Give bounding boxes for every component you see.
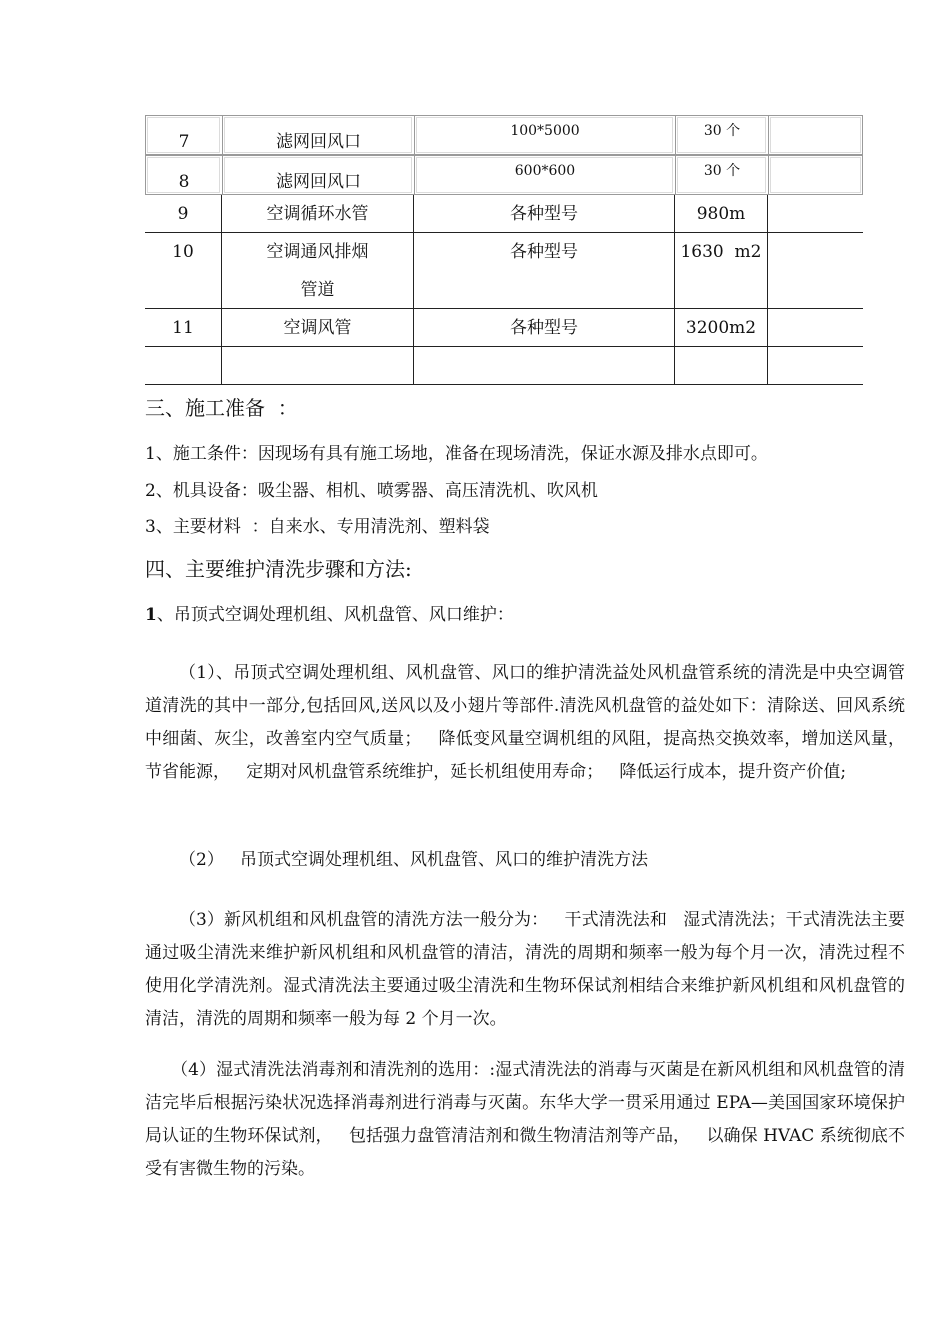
section3-item-2: 2、机具设备：吸尘器、相机、喷雾器、高压清洗机、吹风机 (145, 481, 598, 501)
cell-note (768, 115, 863, 155)
cell-spec: 100*5000 (414, 115, 675, 155)
section3-item-3: 3、主要材料 ：自来水、专用清洗剂、塑料袋 (145, 517, 490, 537)
cell-spec: 各种型号 (414, 233, 675, 309)
cell-name-line2: 管道 (300, 280, 335, 300)
table-row (145, 195, 863, 233)
cell-qty: 30 个 (675, 115, 768, 155)
cell-empty (145, 347, 222, 385)
cell-empty (222, 347, 414, 385)
cell-qty: 1630 m2 (675, 233, 768, 309)
equipment-table (145, 115, 863, 385)
cell-qty: 30 个 (675, 155, 768, 195)
table-row (145, 233, 863, 309)
cell-note (768, 155, 863, 195)
cell-spec: 600*600 (414, 155, 675, 195)
cell-spec: 各种型号 (414, 195, 675, 233)
cell-empty (414, 347, 675, 385)
cell-no: 11 (145, 309, 222, 347)
cell-empty (675, 347, 768, 385)
cell-name: 滤网回风口 (222, 155, 414, 195)
section4-subheading (145, 603, 514, 627)
cell-no: 8 (145, 155, 222, 195)
cell-note (768, 309, 863, 347)
cell-name: 空调风管 (222, 309, 414, 347)
cell-name (222, 233, 414, 309)
paragraph-2: （2） 吊顶式空调处理机组、风机盘管、风口的维护清洗方法 (179, 850, 649, 870)
subheading-text: 、吊顶式空调处理机组、风机盘管、风口维护： (156, 605, 514, 625)
paragraph-4: （4）湿式清洗法消毒剂和清洗剂的选用：:湿式清洗法的消毒与灭菌是在新风机组和风机盘管的清洁完毕后根据污染状况选择消毒剂进行消毒与灭菌。东华大学一贯采用通过 EPA—美国国家环境保护局认证的生物环保试剂， 包括强力盘管清洁剂和微生物清洁剂等产品， 以确保 HVAC 系统彻底不受有害微生物的污染。 (145, 1060, 905, 1179)
paragraph-3: （3）新风机组和风机盘管的清洗方法一般分为： 干式清洗法和 湿式清洗法；干式清洗法主要通过吸尘清洗来维护新风机组和风机盘管的清洁，清洗的周期和频率一般为每个月一次，清洗过程不使用化学清洗剂。湿式清洗法主要通过吸尘清洗和生物环保试剂相结合来维护新风机组和风机盘管的清洁，清洗的周期和频率一般为每 2 个月一次。 (145, 910, 905, 1029)
cell-name: 空调循环水管 (222, 195, 414, 233)
cell-qty: 3200m2 (675, 309, 768, 347)
section3-heading: 三、施工准备 ： (145, 396, 298, 420)
section3-item-1: 1、施工条件：因现场有具有施工场地，准备在现场清洗，保证水源及排水点即可。 (145, 444, 768, 464)
paragraph-1: （1）、吊顶式空调处理机组、风机盘管、风口的维护清洗益处风机盘管系统的清洗是中央空调管道清洗的其中一部分,包括回风,送风以及小翅片等部件.清洗风机盘管的益处如下：清除送、回风系统中细菌、灰尘，改善室内空气质量； 降低变风量空调机组的风阻，提高热交换效率，增加送风量，节省能源， 定期对风机盘管系统维护，延长机组使用寿命； 降低运行成本，提升资产价值; (145, 663, 905, 782)
table-row (145, 309, 863, 347)
table-row (145, 155, 863, 195)
cell-no: 9 (145, 195, 222, 233)
cell-note (768, 195, 863, 233)
cell-name: 滤网回风口 (222, 115, 414, 155)
table-row (145, 347, 863, 385)
cell-name-line1: 空调通风排烟 (266, 242, 369, 262)
cell-spec: 各种型号 (414, 309, 675, 347)
section4-heading: 四、主要维护清洗步骤和方法: (145, 557, 412, 581)
cell-no: 10 (145, 233, 222, 309)
cell-empty (768, 347, 863, 385)
cell-qty: 980m (675, 195, 768, 233)
subheading-number: 1 (145, 605, 157, 625)
table-row (145, 115, 863, 155)
cell-note (768, 233, 863, 309)
cell-no: 7 (145, 115, 222, 155)
